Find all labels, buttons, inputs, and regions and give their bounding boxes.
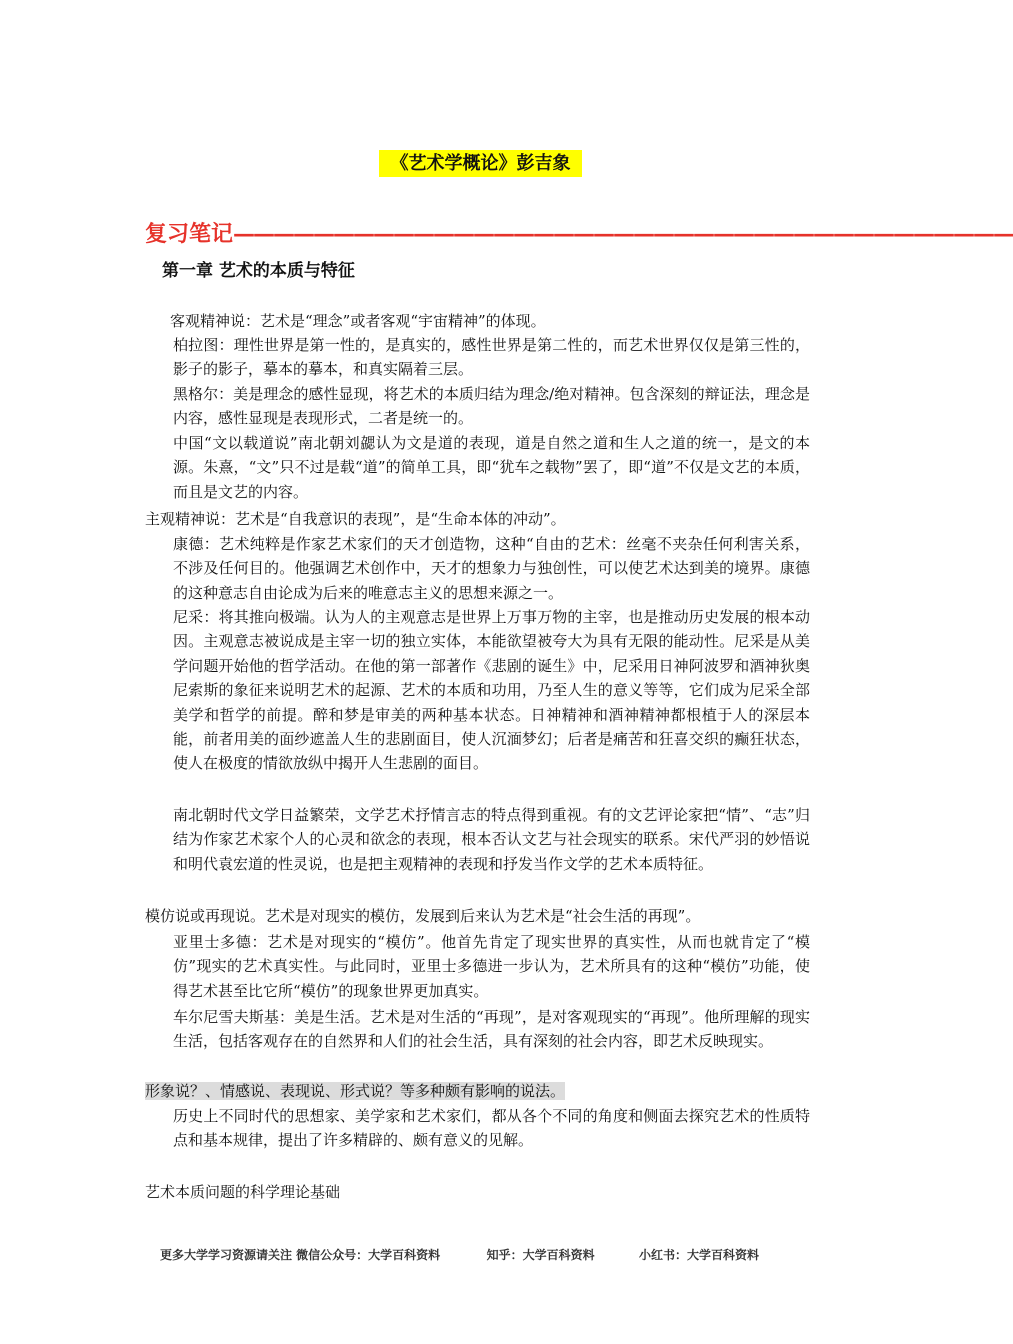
para-kant: 康德：艺术纯粹是作家艺术家们的天才创造物，这种“自由的艺术：丝毫不夹杂任何利害关系，不涉及任何目的。他强调艺术创作中，天才的想象力与独创性，可以使艺术达到美的境界。康德的这种意志自由论成为后来的唯意志主义的思想来源之一。	[173, 535, 810, 602]
para-aristotle: 亚里士多德：艺术是对现实的“模仿”。他首先肯定了现实世界的真实性，从而也就肯定了“模仿”现实的艺术真实性。与此同时，亚里士多德进一步认为，艺术所具有的这种“模仿”功能，使得艺术甚至比它所“模仿”的现象世界更加真实。	[173, 933, 810, 1000]
document-title: 《艺术学概论》彭吉象	[379, 150, 582, 177]
para-imitation-theory: 模仿说或再现说。艺术是对现实的模仿，发展到后来认为艺术是“社会生活的再现”。	[145, 907, 701, 925]
page-footer	[160, 1245, 759, 1265]
para-chernyshevsky: 车尔尼雪夫斯基：美是生活。艺术是对生活的“再现”，是对客观现实的“再现”。他所理解的现实生活，包括客观存在的自然界和人们的社会生活，具有深刻的社会内容，即艺术反映现实。	[173, 1008, 810, 1051]
para-history: 历史上不同时代的思想家、美学家和艺术家们，都从各个不同的角度和侧面去探究艺术的性质特点和基本规律，提出了许多精辟的、颇有意义的见解。	[173, 1107, 810, 1150]
chapter-heading: 第一章 艺术的本质与特征	[162, 261, 355, 281]
para-hegel: 黑格尔：美是理念的感性显现，将艺术的本质归结为理念/绝对精神。包含深刻的辩证法，理念是内容，感性显现是表现形式，二者是统一的。	[173, 385, 810, 428]
review-notes-heading	[145, 218, 1013, 250]
para-wenyizaidao: 中国“文以载道说”南北朝刘勰认为文是道的表现，道是自然之道和生人之道的统一，是文的本源。朱熹，“文”只不过是载“道”的简单工具，即“犹车之载物”罢了，即“道”不仅是文艺的本质，而且是文艺的内容。	[173, 434, 810, 501]
para-objective-spirit: 客观精神说：艺术是“理念”或者客观“宇宙精神”的体现。	[170, 312, 546, 330]
review-notes-label: 复习笔记	[145, 221, 234, 247]
highlighted-text: 形象说？、情感说、表现说、形式说？等多种颇有影响的说法。	[145, 1082, 566, 1100]
para-plato: 柏拉图：理性世界是第一性的，是真实的，感性世界是第二性的，而艺术世界仅仅是第三性的，影子的影子，摹本的摹本，和真实隔着三层。	[173, 336, 810, 379]
para-scientific-basis: 艺术本质问题的科学理论基础	[145, 1183, 341, 1201]
para-subjective-spirit: 主观精神说：艺术是“自我意识的表现”，是“生命本体的冲动”。	[145, 510, 566, 528]
para-nietzsche: 尼采：将其推向极端。认为人的主观意志是世界上万事万物的主宰，也是推动历史发展的根本动因。主观意志被说成是主宰一切的独立实体，本能欲望被夸大为具有无限的能动性。尼采是从美学问题开始他的哲学活动。在他的第一部著作《悲剧的诞生》中，尼采用日神阿波罗和酒神狄奥尼索斯的象征来说明艺术的起源、艺术的本质和功用，乃至人生的意义等等，它们成为尼采全部美学和哲学的前提。醉和梦是审美的两种基本状态。日神精神和酒神精神都根植于人的深层本能，前者用美的面纱遮盖人生的悲剧面目，使人沉湎梦幻；后者是痛苦和狂喜交织的癫狂状态，使人在极度的情欲放纵中揭开人生悲剧的面目。	[173, 608, 810, 773]
para-other-theories	[145, 1079, 565, 1103]
footer-zhihu: 知乎：大学百科资料	[486, 1248, 595, 1262]
footer-wechat: 更多大学学习资源请关注 微信公众号：大学百科资料	[160, 1248, 441, 1262]
para-nanbeichao: 南北朝时代文学日益繁荣，文学艺术抒情言志的特点得到重视。有的文艺评论家把“情”、“志”归结为作家艺术家个人的心灵和欲念的表现，根本否认文艺与社会现实的联系。宋代严羽的妙悟说和明代袁宏道的性灵说，也是把主观精神的表现和抒发当作文学的艺术本质特征。	[173, 806, 810, 873]
review-notes-rule: ———————————————————————————————————————	[233, 221, 1013, 247]
footer-xiaohongshu: 小红书：大学百科资料	[638, 1248, 759, 1262]
